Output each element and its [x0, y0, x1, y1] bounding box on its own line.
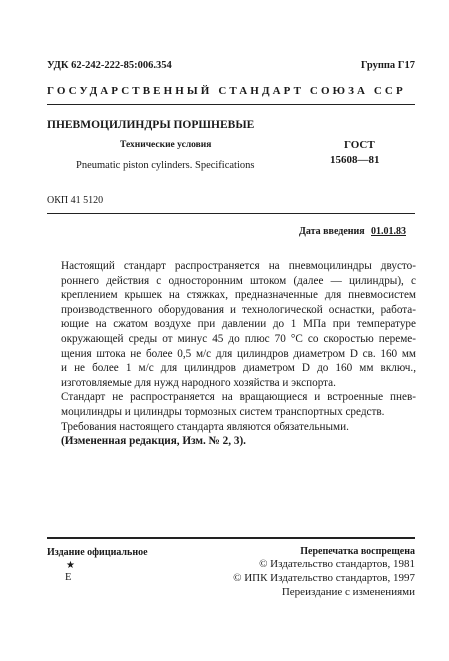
mandatory-paragraph: Требования настоящего стандарта являются обязательными. — [61, 420, 349, 433]
text-line: креплением крышек на стяжках, предназначенные для пневмосистем — [61, 289, 416, 302]
amendment-note: (Измененная редакция, Изм. № 2, 3). — [61, 435, 246, 448]
scope-paragraph — [47, 259, 416, 390]
edition-letter: Е — [65, 572, 72, 583]
title-divider — [47, 213, 415, 214]
document-subtitle: Технические условия — [120, 140, 212, 150]
english-title: Pneumatic piston cylinders. Specifications — [76, 160, 255, 171]
okp-code: ОКП 41 5120 — [47, 195, 104, 206]
reprint-notice: Перепечатка воспрещена — [300, 546, 415, 557]
text-line: Настоящий стандарт распространяется на пневмоцилиндры двусто- — [61, 260, 416, 272]
text-line: Стандарт не распространяется на вращающиеся и встроенные пнев- — [61, 391, 416, 404]
intro-date-label: Дата введения — [299, 226, 365, 237]
standard-body — [47, 259, 416, 449]
reissue-note: Переиздание с изменениями — [281, 586, 415, 598]
text-line: изготовляемые для нужд народного хозяйства и экспорта. — [61, 376, 336, 389]
text-line: моцилиндры и цилиндры тормозных систем транспортных средств. — [61, 405, 385, 418]
document-title: ПНЕВМОЦИЛИНДРЫ ПОРШНЕВЫЕ — [47, 119, 255, 131]
gost-label: ГОСТ — [344, 139, 375, 151]
text-line: щения штока не более 0,5 м/с для цилиндров диаметром D св. 160 мм — [61, 347, 416, 360]
copyright-1997: © ИПК Издательство стандартов, 1997 — [233, 572, 415, 584]
text-line: окружающей среды от минус 45 до плюс 70 °С со скоростью переме- — [61, 332, 416, 345]
exclusion-paragraph — [47, 390, 416, 419]
footer-divider — [47, 537, 415, 539]
text-line: ющие на сжатом воздухе при давлении до 1 МПа при температуре — [61, 318, 416, 331]
group-code: Группа Г17 — [360, 60, 415, 71]
udk-code: УДК 62-242-222-85:006.354 — [47, 60, 172, 71]
state-standard-heading: ГОСУДАРСТВЕННЫЙ СТАНДАРТ СОЮЗА ССР — [47, 85, 406, 97]
text-line: и не более 1 м/с для цилиндров диаметром D до 160 мм включ., — [61, 362, 416, 375]
official-publication-label: Издание официальное — [47, 547, 148, 558]
gost-number: 15608—81 — [330, 154, 380, 166]
star-icon: ★ — [66, 560, 75, 571]
text-line: роннего действия с односторонним штоком (далее — цилиндры), с — [61, 274, 416, 287]
text-line: производственного оборудования и технологической оснастки, работа- — [61, 303, 416, 316]
copyright-1981: © Издательство стандартов, 1981 — [259, 558, 415, 570]
header-divider — [47, 104, 415, 105]
intro-date-value: 01.01.83 — [371, 226, 406, 237]
